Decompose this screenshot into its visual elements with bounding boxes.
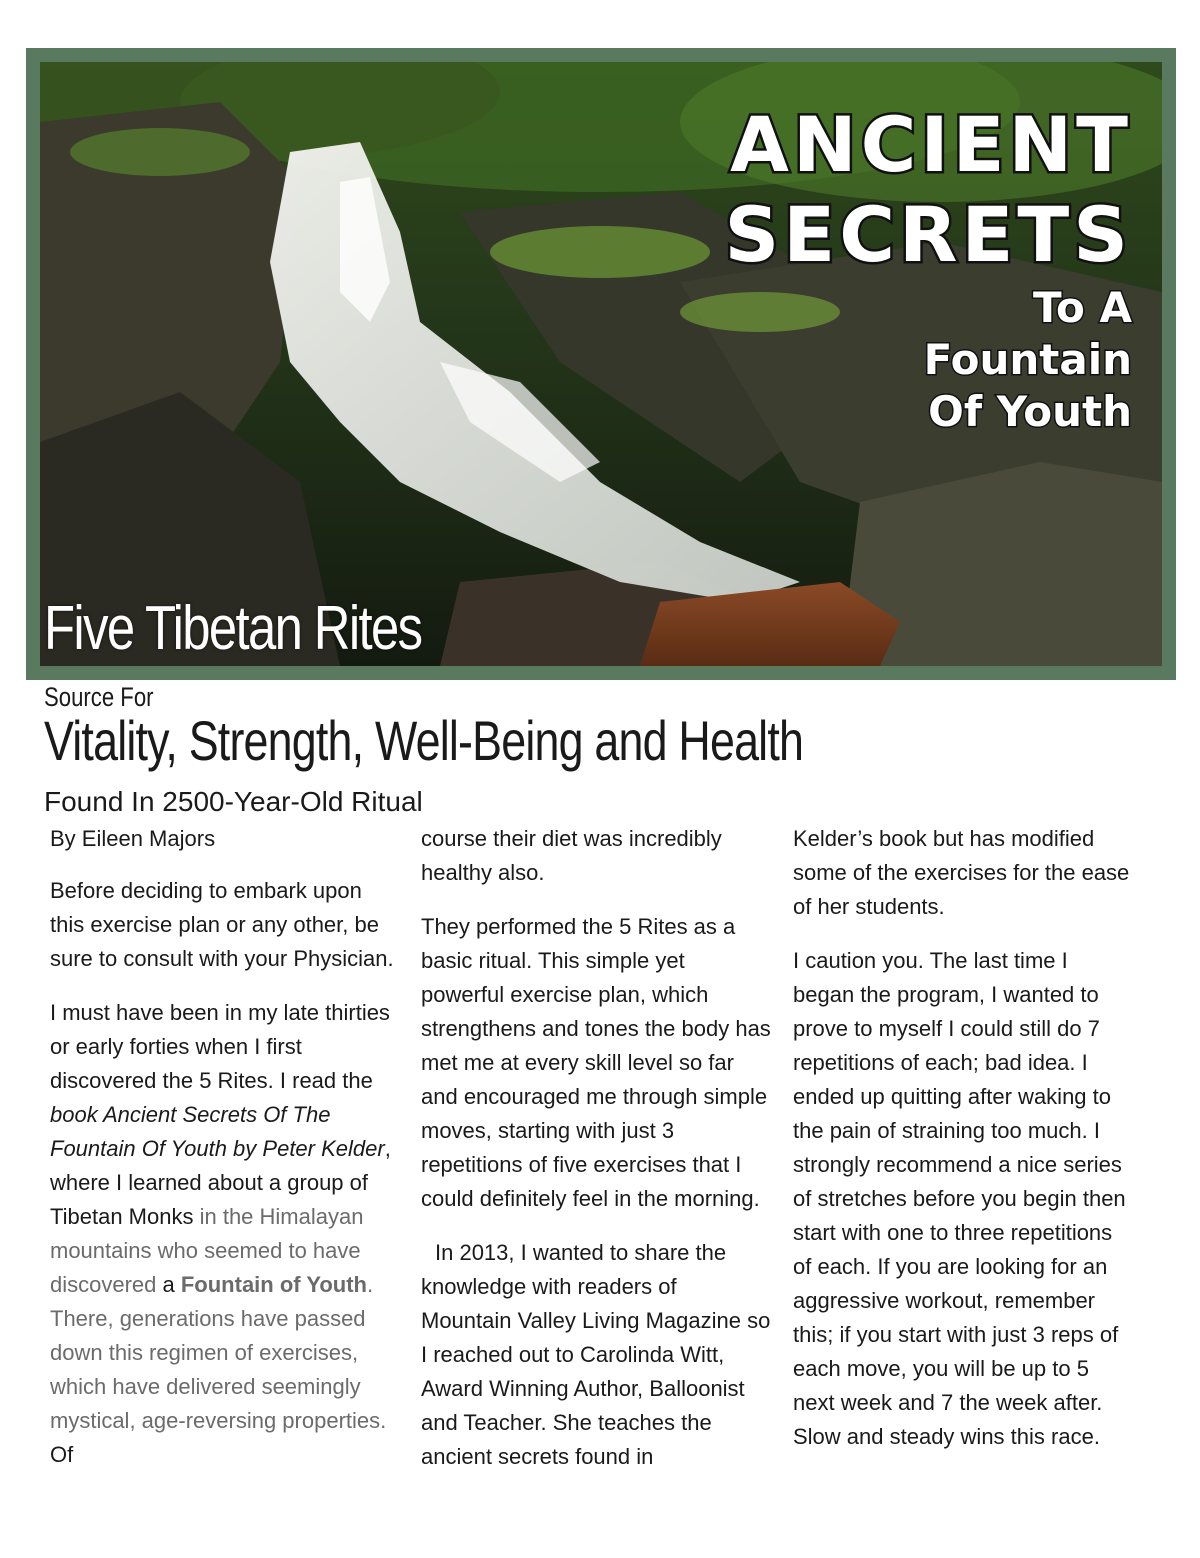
paragraph-ritual: They performed the 5 Rites as a basic ritual. This simple yet powerful exercise plan, which strengthens and tones the body has met me at every skill level so far and encouraged me through simple moves, starting with just 3 repetitions of five exercises that I could definitely feel in the morning. bbox=[421, 914, 771, 1211]
headline-line-secrets: SECRETS bbox=[724, 190, 1132, 279]
paragraph-2013: In 2013, I wanted to share the knowledge with readers of Mountain Valley Living Magazine so I reached out to Carolinda Witt, Award Winning Author, Balloonist and Teacher. She teaches the ancient secrets found in bbox=[421, 1240, 771, 1469]
kicker: Found In 2500-Year-Old Ritual bbox=[44, 786, 423, 817]
headline bbox=[724, 100, 1132, 443]
text-run: a bbox=[156, 1272, 181, 1297]
article-column-2 bbox=[421, 822, 773, 1494]
waterfall-photo bbox=[40, 62, 1162, 666]
headline-line-of-youth: Of Youth bbox=[928, 387, 1132, 436]
article-column-1 bbox=[50, 822, 400, 1492]
book-title-italic: book Ancient Secrets Of The Fountain Of Youth by Peter Kelder bbox=[50, 1102, 385, 1161]
subtitle: Vitality, Strength, Well-Being and Health bbox=[44, 709, 804, 772]
paragraph-disclaimer: Before deciding to embark upon this exercise plan or any other, be sure to consult with your Physician. bbox=[50, 878, 394, 971]
text-run: , where I learned about a group of Tibetan Monks bbox=[50, 1136, 391, 1229]
paragraph-caution: I caution you. The last time I began the program, I wanted to prove to myself I could still do 7 repetitions of each; bad idea. I ended up quitting after waking to the pain of straining too much. I strongly recommend a nice series of stretches before you begin then start with one to three repetitions of each. If you are looking for an aggressive workout, remember this; if you start with just 3 reps of each move, you will be up to 5 next week and 7 the week after. Slow and steady wins this race. bbox=[793, 948, 1126, 1449]
hero-caption: Five Tibetan Rites bbox=[44, 594, 422, 663]
article-column-3 bbox=[793, 822, 1133, 1474]
paragraph-discovery bbox=[50, 996, 400, 1472]
headline-line-fountain: Fountain bbox=[923, 335, 1132, 384]
byline: By Eileen Majors bbox=[50, 826, 216, 851]
text-run: I must have been in my late thirties or early forties when I first discovered the 5 Rites. I read the bbox=[50, 1000, 390, 1093]
text-run-gray: . There, generations have passed down this regimen of exercises, which have delivered seemingly mystical, age-reversing properties. bbox=[50, 1272, 387, 1433]
fountain-of-youth-bold: Fountain of Youth bbox=[180, 1272, 367, 1297]
headline-line-ancient: ANCIENT bbox=[730, 100, 1132, 189]
source-for-label: Source For bbox=[44, 682, 154, 712]
headline-line-to-a: To A bbox=[1032, 283, 1132, 332]
hero-frame bbox=[26, 48, 1176, 680]
text-run: Of bbox=[50, 1442, 74, 1467]
paragraph-diet: course their diet was incredibly healthy also. bbox=[421, 826, 722, 885]
text-run-gray: in the Himalayan mountains who seemed to have discovered bbox=[50, 1204, 364, 1297]
paragraph-modified: Kelder’s book but has modified some of the exercises for the ease of her students. bbox=[793, 826, 1130, 919]
